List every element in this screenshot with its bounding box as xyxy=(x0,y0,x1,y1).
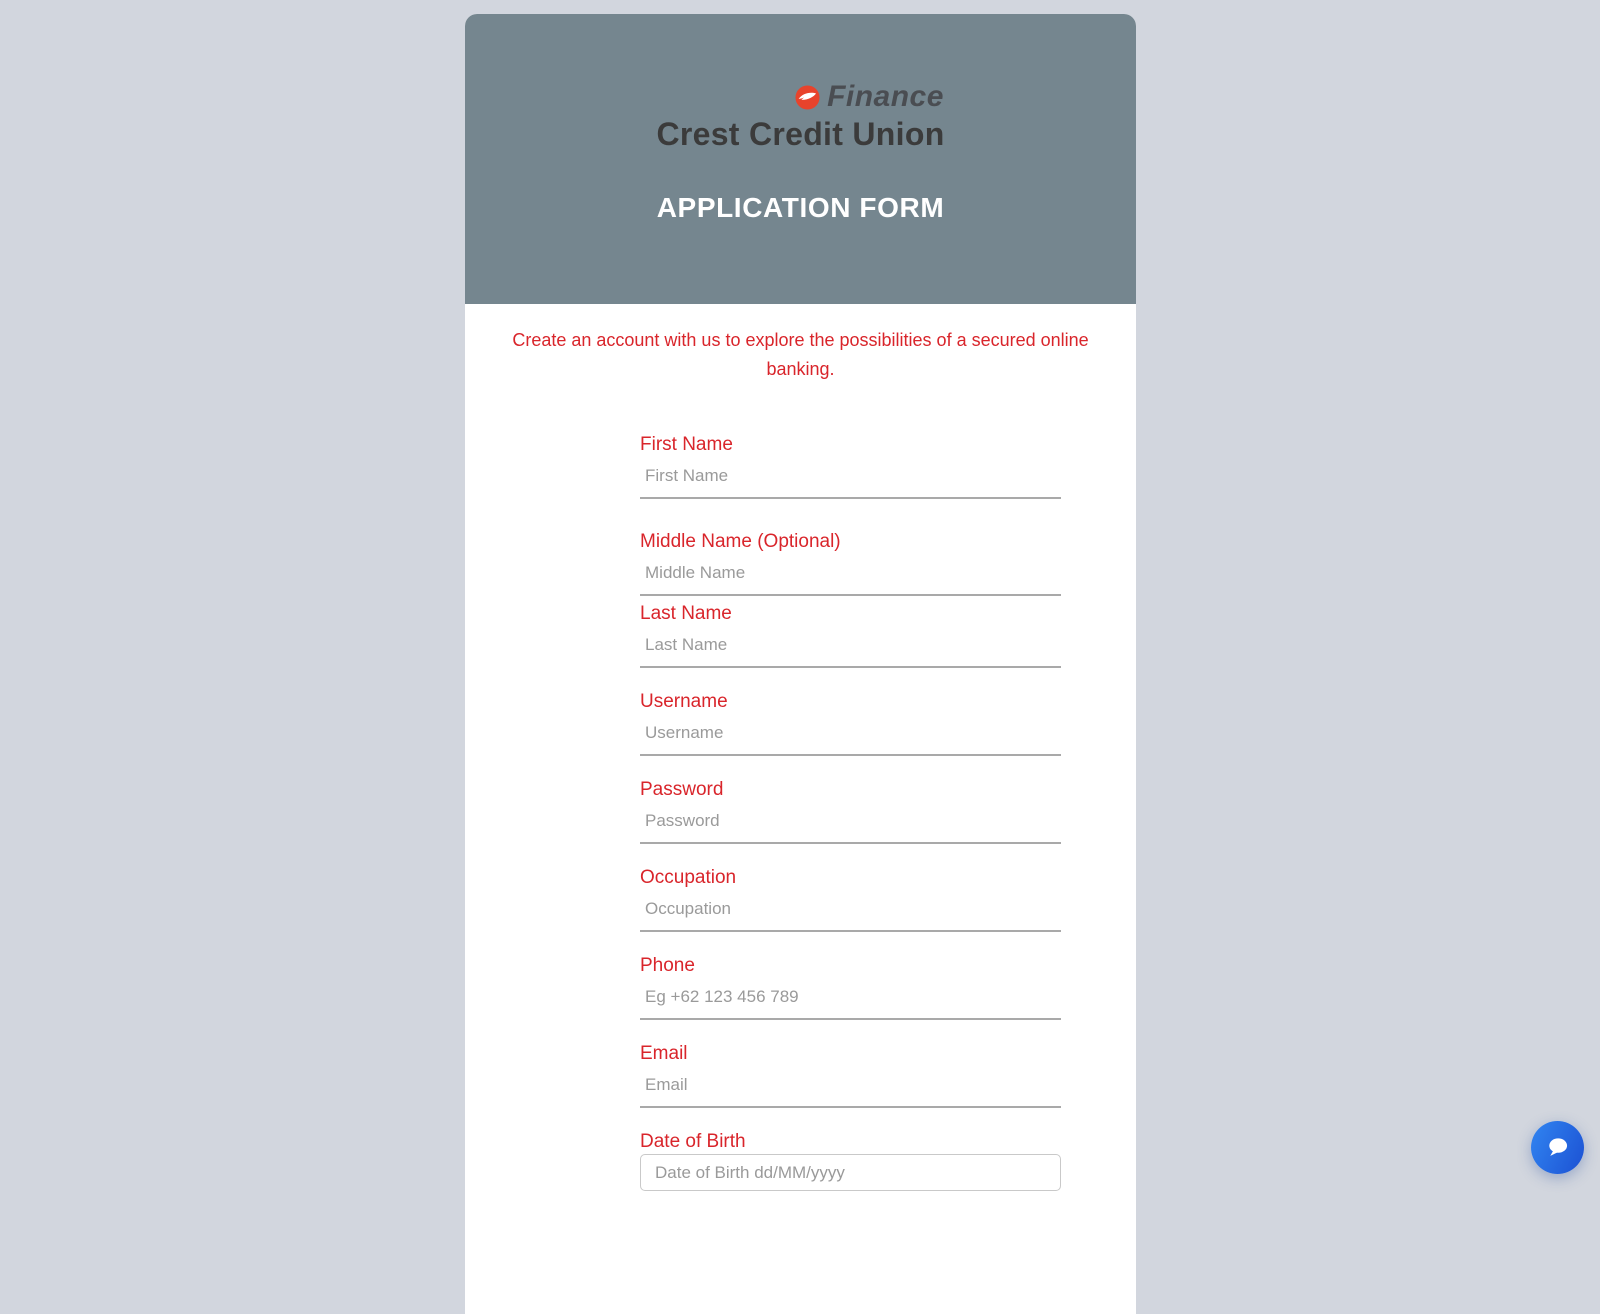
page-title: APPLICATION FORM xyxy=(656,192,945,223)
middle-name-input[interactable] xyxy=(640,554,1061,596)
field-email xyxy=(640,1042,1061,1108)
field-label-first-name: First Name xyxy=(640,434,733,455)
field-label-email: Email xyxy=(640,1043,688,1064)
email-input[interactable] xyxy=(640,1066,1061,1108)
field-label-password: Password xyxy=(640,779,724,800)
occupation-input[interactable] xyxy=(640,890,1061,932)
field-last-name xyxy=(640,602,1061,668)
chat-widget-button[interactable] xyxy=(1531,1121,1584,1174)
field-label-last-name: Last Name xyxy=(640,603,732,624)
first-name-input[interactable] xyxy=(640,457,1061,499)
date-of-birth-input[interactable] xyxy=(640,1154,1061,1191)
field-first-name xyxy=(640,433,1061,499)
field-occupation xyxy=(640,866,1061,932)
username-input[interactable] xyxy=(640,714,1061,756)
field-label-middle-name: Middle Name (Optional) xyxy=(640,531,841,552)
intro-text xyxy=(487,326,1114,384)
form-area xyxy=(465,326,1136,1293)
field-label-username: Username xyxy=(640,691,728,712)
intro-line-2: banking. xyxy=(766,359,835,379)
application-form xyxy=(465,433,1136,1293)
last-name-input[interactable] xyxy=(640,626,1061,668)
field-date-of-birth xyxy=(640,1130,1061,1191)
card-header xyxy=(465,14,1136,304)
field-phone xyxy=(640,954,1061,1020)
chat-bubble-icon xyxy=(1544,1134,1571,1161)
org-name: Crest Credit Union xyxy=(656,116,945,152)
application-card xyxy=(465,14,1136,1314)
password-input[interactable] xyxy=(640,802,1061,844)
finance-logo-icon xyxy=(795,85,820,110)
field-label-date-of-birth: Date of Birth xyxy=(640,1131,746,1152)
field-password xyxy=(640,778,1061,844)
field-label-occupation: Occupation xyxy=(640,867,737,888)
phone-input[interactable] xyxy=(640,978,1061,1020)
intro-line-1: Create an account with us to explore the possibilities of a secured online xyxy=(512,330,1089,350)
brand-name: Finance xyxy=(827,80,944,113)
field-username xyxy=(640,690,1061,756)
brand-logo xyxy=(534,80,1205,114)
field-middle-name xyxy=(640,530,1061,596)
field-label-phone: Phone xyxy=(640,955,695,976)
